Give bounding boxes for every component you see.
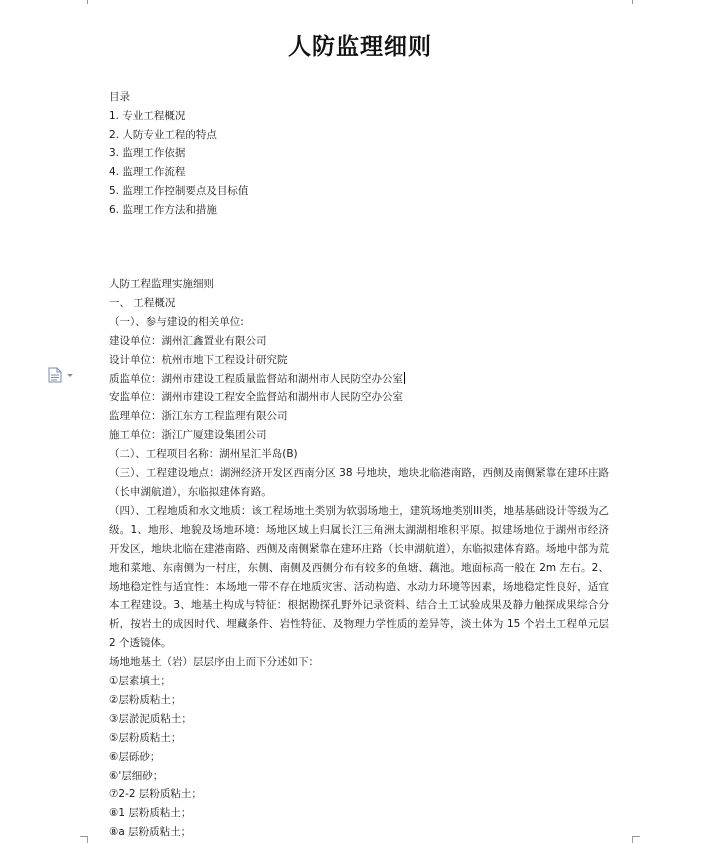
crop-mark xyxy=(87,0,88,4)
crop-mark xyxy=(632,836,633,843)
strata-item: ⑤层粉质粘土； xyxy=(109,731,182,744)
document-body xyxy=(109,275,609,842)
crop-mark xyxy=(80,836,88,837)
unit-line: 安监单位：湖州市建设工程安全监督站和湖州市人民防空办公室 xyxy=(109,391,403,404)
unit-line-with-cursor[interactable] xyxy=(109,370,609,389)
text-cursor xyxy=(404,372,405,384)
unit-line: 设计单位：杭州市地下工程设计研究院 xyxy=(109,353,288,366)
toc-item[interactable]: 5. 监理工作控制要点及目标值 xyxy=(109,184,249,197)
strata-item: ⑥'层细砂； xyxy=(109,769,164,782)
strata-item: ⑧1 层粉质粘土； xyxy=(109,807,192,820)
document-title: 人防监理细则 xyxy=(288,33,432,60)
toc-item[interactable]: 3. 监理工作依据 xyxy=(109,147,186,160)
subsection-heading: （二）、工程项目名称：湖州星汇半岛(B) xyxy=(109,448,298,461)
unit-line-text: 质监单位：湖州市建设工程质量监督站和湖州市人民防空办公室 xyxy=(109,372,403,385)
strata-item: ⑧a 层粉质粘土； xyxy=(109,826,192,839)
strata-item: ⑥层砾砂； xyxy=(109,750,161,763)
paragraph: （四）、工程地质和水文地质：该工程场地土类别为软弱场地土，建筑场地类别III类，地基基础设计等级为乙级。1、地形、地貌及场地环境：场地区域上归属长江三角洲太湖湖相堆积平原。拟建场地位于湖州市经济开发区，地块北临在建港南路、西侧及南侧紧靠在建环庄路（长申湖航道），东临拟建体育路。场地中部为荒地和菜地、东南侧为一村庄，东侧、南侧及西侧分布有较多的鱼塘、藕池。地面标高一般在 2m 左右。2、场地稳定性与适宜性：本场地一带不存在地质灾害、活动构造、水动力环境等因素，场地稳定性良好，适宜本工程建设。3、地基土构成与特征：根据勘探孔野外记录资料、结合土工试验成果及静力触探成果综合分析，按岩土的成因时代、埋藏条件、岩性特征、及物理力学性质的差异等，淡土体为 15 个岩土工程单元层 2 个透镜体。 xyxy=(109,504,609,650)
toc-heading: 目录 xyxy=(109,91,130,103)
subsection-heading: （一）、参与建设的相关单位: xyxy=(109,315,244,328)
strata-item: ②层粉质粘土； xyxy=(109,693,182,706)
unit-line: 施工单位：浙江广厦建设集团公司 xyxy=(109,429,267,442)
chapter-heading: 一、 工程概况 xyxy=(109,296,176,309)
unit-line: 建设单位：湖州汇鑫置业有限公司 xyxy=(109,334,267,347)
strata-item: ③层淤泥质粘土； xyxy=(109,712,192,725)
toc-item[interactable]: 2. 人防专业工程的特点 xyxy=(109,128,217,141)
document-paragraph-icon[interactable] xyxy=(46,367,76,383)
crop-mark xyxy=(87,836,88,843)
crop-mark xyxy=(632,836,640,837)
strata-item: ①层素填土； xyxy=(109,675,171,688)
toc-item[interactable]: 1. 专业工程概况 xyxy=(109,109,186,122)
unit-line: 监理单位：浙江东方工程监理有限公司 xyxy=(109,410,288,423)
strata-item: ⑦2-2 层粉质粘土； xyxy=(109,788,202,801)
section-title: 人防工程监理实施细则 xyxy=(109,278,214,290)
toc-item[interactable]: 6. 监理工作方法和措施 xyxy=(109,203,217,216)
toc-item[interactable]: 4. 监理工作流程 xyxy=(109,166,186,179)
paragraph: （三）、工程建设地点：湖洲经济开发区西南分区 38 号地块，地块北临港南路，西侧及南侧紧靠在建环庄路（长申湖航道），东临拟建体育路。 xyxy=(109,467,609,498)
crop-mark xyxy=(632,0,633,4)
table-of-contents xyxy=(109,88,248,220)
strata-intro: 场地地基土（岩）层层序由上而下分述如下： xyxy=(109,656,319,669)
